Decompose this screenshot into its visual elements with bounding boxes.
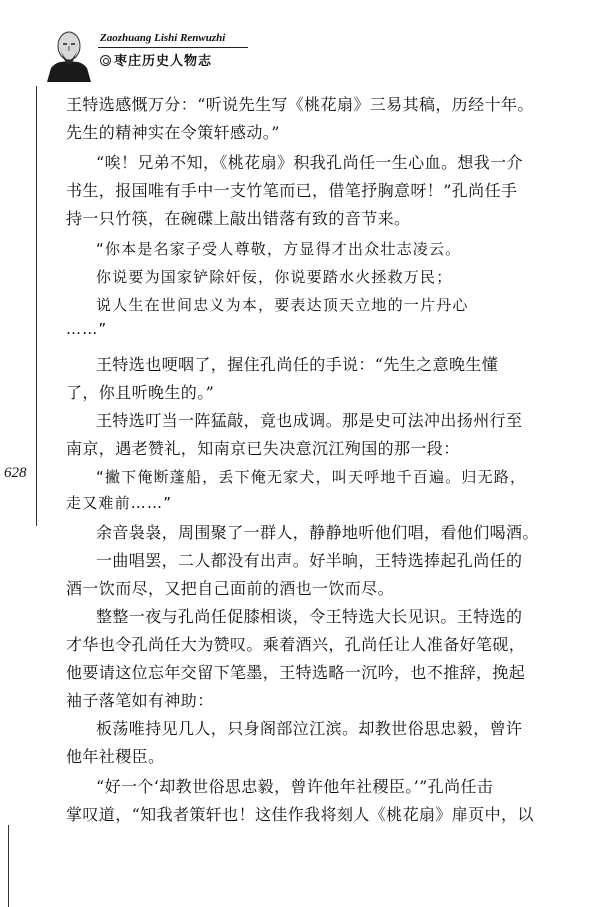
text-line: “好一个‘却教世俗思忠毅，曾许他年社稷臣。’”孔尚任击 xyxy=(96,777,494,796)
poem-line: 说人生在世间忠义为本，要表达顶天立地的一片丹心 xyxy=(96,296,469,314)
text-line: 王特选叮当一阵猛敲，竟也成调。那是史可法冲出扬州行至 xyxy=(96,411,523,430)
page-number: 628 xyxy=(4,465,27,481)
text-line: 掌叹道，“知我者策轩也！这佳作我将刻人《桃花扇》扉页中，以 xyxy=(66,805,534,824)
circle-mark-icon xyxy=(100,55,111,66)
text-line: 王特选感慨万分：“听说先生写《桃花扇》三易其稿，历经十年。 xyxy=(66,95,534,114)
text-line: 南京，遇老赞礼，知南京已失决意沉江殉国的那一段： xyxy=(66,439,460,458)
text-line: 余音袅袅，周围聚了一群人，静静地听他们唱，看他们喝酒。 xyxy=(96,523,539,542)
text-line: 先生的精神实在令策轩感动。” xyxy=(66,123,280,142)
header-latin-title: Zaozhuang Lishi Renwuzhi xyxy=(100,32,226,44)
header-rule xyxy=(98,47,248,48)
text-line: 才华也令孔尚任大为赞叹。乘着酒兴，孔尚任让人准备好笔砚， xyxy=(66,635,526,654)
poem-line: “撇下俺断蓬船，丢下俺无家犬，叫天呼地千百遍。归无路， xyxy=(96,468,527,486)
header-chinese-title-text: 枣庄历史人物志 xyxy=(114,54,213,69)
poem-line: “你本是名家子受人尊敬，方显得才出众壮志凌云。 xyxy=(96,240,462,258)
poem-line: ……” xyxy=(66,320,108,338)
text-line: 王特选也哽咽了，握住孔尚任的手说：“先生之意晚生懂 xyxy=(96,355,499,374)
author-portrait-image xyxy=(45,24,93,82)
text-line: “唉！兄弟不知，《桃花扇》积我孔尚任一生心血。想我一介 xyxy=(96,153,523,172)
text-line: 袖子落笔如有神助： xyxy=(66,691,214,710)
text-line: 酒一饮而尽，又把自己面前的酒也一饮而尽。 xyxy=(66,579,395,598)
text-line: 板荡唯持见几人，只身阁部泣江滨。却教世俗思忠毅，曾许 xyxy=(96,719,523,738)
text-line: 书生，报国唯有手中一支竹笔而已，借笔抒胸意呀！”孔尚任手 xyxy=(66,181,518,200)
poem-line: 你说要为国家铲除奸佞，你说要踏水火拯救万民； xyxy=(96,268,453,286)
text-line: 了，你且听晚生的。” xyxy=(66,383,215,402)
text-line: 他要请这位忘年交留下笔墨，王特选略一沉吟，也不推辞，挽起 xyxy=(66,663,526,682)
text-line: 他年社稷臣。 xyxy=(66,747,165,766)
header-chinese-title xyxy=(100,50,212,69)
margin-rule-bottom xyxy=(8,825,9,907)
poem-line: 走又难前……” xyxy=(66,494,173,512)
margin-rule xyxy=(36,86,37,526)
text-line: 一曲唱罢，二人都没有出声。好半晌，王特选捧起孔尚任的 xyxy=(96,551,523,570)
text-line: 整整一夜与孔尚任促膝相谈，令王特选大长见识。王特选的 xyxy=(96,607,523,626)
text-line: 持一只竹筷，在碗碟上敲出错落有致的音节来。 xyxy=(66,209,411,228)
